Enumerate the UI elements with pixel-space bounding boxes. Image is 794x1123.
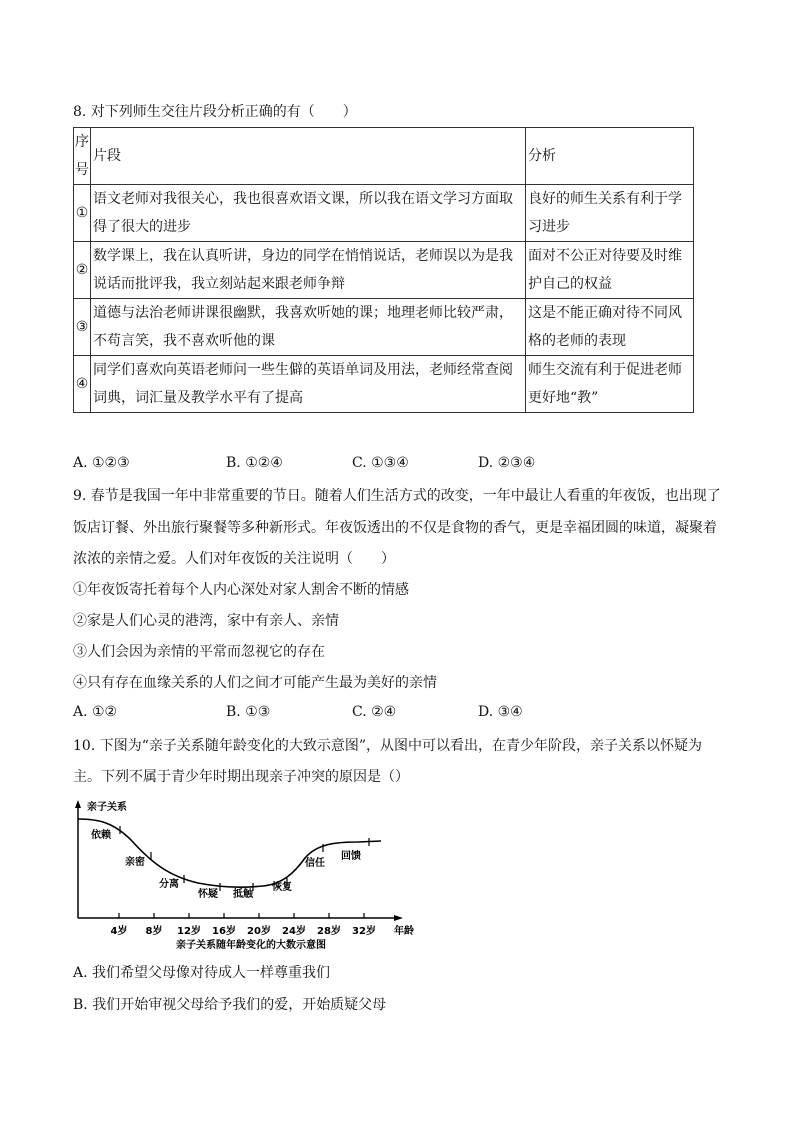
q9-statement-2: ②家是人们心灵的港湾，家中有亲人、亲情: [73, 613, 339, 629]
row-analysis: [526, 299, 694, 356]
stage-label: 信任: [305, 858, 325, 869]
header-number-top: 序: [75, 134, 89, 150]
chart-svg: [73, 800, 423, 960]
segment-line: 道德与法治老师讲课很幽默，我喜欢听她的课；地理老师比较严肃，: [93, 305, 513, 321]
q9-option-d[interactable]: D. ③④: [478, 704, 523, 720]
table-row: [74, 242, 694, 299]
row-segment: [91, 299, 526, 356]
q8-option-b[interactable]: B. ①②④: [226, 455, 283, 471]
stage-label: 依赖: [91, 830, 111, 841]
q8-option-a[interactable]: A. ①②③: [73, 455, 130, 471]
analysis-line: 面对不公正对待要及时维: [528, 248, 682, 264]
x-tick-label: 8岁: [145, 926, 163, 937]
segment-line: 语文老师对我很关心，我也很喜欢语文课，所以我在语文学习方面取: [93, 191, 513, 207]
x-tick-label: 12岁: [177, 926, 201, 937]
segment-line: 得了很大的进步: [93, 219, 191, 235]
analysis-line: 格的老师的表现: [528, 333, 626, 349]
header-number-bottom: 号: [75, 162, 89, 178]
row-number: ②: [74, 242, 91, 299]
q9-option-b[interactable]: B. ①③: [226, 704, 271, 720]
stage-label: 分离: [159, 879, 179, 890]
table-header-row: [74, 128, 694, 185]
q9-stem-line: 浓浓的亲情之爱。人们对年夜饭的关注说明（ ）: [73, 551, 395, 567]
analysis-line: 习进步: [528, 219, 570, 235]
q10-option-b[interactable]: B. 我们开始审视父母给予我们的爱，开始质疑父母: [73, 997, 387, 1013]
analysis-line: 更好地“教”: [528, 390, 599, 406]
q8-option-c[interactable]: C. ①③④: [352, 455, 409, 471]
analysis-line: 良好的师生关系有利于学: [528, 191, 682, 207]
x-axis-label: 年龄: [394, 926, 414, 937]
x-tick-label: 28岁: [317, 926, 341, 937]
y-axis-arrow: [75, 800, 81, 808]
table-row: [74, 356, 694, 413]
q9-statement-3: ③人们会因为亲情的平常而忽视它的存在: [73, 644, 325, 660]
row-analysis: [526, 185, 694, 242]
row-analysis: [526, 242, 694, 299]
x-tick-label: 20岁: [247, 926, 271, 937]
row-analysis: [526, 356, 694, 413]
segment-line: 不苟言笑，我不喜欢听他的课: [93, 333, 275, 349]
q8-options: [73, 455, 713, 475]
q9-options: [73, 704, 713, 724]
analysis-line: 师生交流有利于促进老师: [528, 362, 682, 378]
q9-option-a[interactable]: A. ①②: [73, 704, 118, 720]
stage-label: 抵触: [233, 889, 253, 900]
stage-label: 亲密: [125, 857, 145, 868]
segment-line: 数学课上，我在认真听讲，身边的同学在悄悄说话，老师误以为是我: [93, 248, 513, 264]
y-axis-label: 亲子关系: [87, 802, 127, 813]
stage-label: 怀疑: [198, 889, 218, 900]
row-segment: [91, 185, 526, 242]
x-tick-label: 32岁: [352, 926, 376, 937]
row-number: ①: [74, 185, 91, 242]
relationship-curve: [78, 819, 381, 887]
q9-statement-4: ④只有存在血缘关系的人们之间才可能产生最为美好的亲情: [73, 675, 437, 691]
analysis-line: 这是不能正确对待不同风: [528, 305, 682, 321]
chart-caption: 亲子关系随年龄变化的大数示意图: [176, 940, 326, 951]
row-number: ③: [74, 299, 91, 356]
q8-stem: 8. 对下列师生交往片段分析正确的有（ ）: [73, 104, 357, 120]
header-number: [74, 128, 91, 185]
stage-label: 恢复: [272, 882, 292, 893]
segment-line: 说话而批评我，我立刻站起来跟老师争辩: [93, 276, 345, 292]
q8-option-d[interactable]: D. ②③④: [478, 455, 536, 471]
row-number: ④: [74, 356, 91, 413]
row-segment: [91, 356, 526, 413]
analysis-line: 护自己的权益: [528, 276, 612, 292]
x-tick-label: 16岁: [212, 926, 236, 937]
q10-stem-line: 主。下列不属于青少年时期出现亲子冲突的原因是（）: [73, 769, 409, 785]
q9-option-c[interactable]: C. ②④: [352, 704, 397, 720]
x-axis-arrow: [394, 915, 403, 921]
q10-option-a[interactable]: A. 我们希望父母像对待成人一样尊重我们: [73, 965, 331, 981]
x-tick-label: 4岁: [110, 926, 128, 937]
row-segment: [91, 242, 526, 299]
header-analysis: 分析: [526, 128, 694, 185]
x-ticks: [111, 913, 376, 937]
segment-line: 同学们喜欢向英语老师问一些生僻的英语单词及用法，老师经常查阅: [93, 362, 513, 378]
header-segment: 片段: [91, 128, 526, 185]
q8-table: [73, 127, 694, 413]
q9-stem-line: 饭店订餐、外出旅行聚餐等多种新形式。年夜饭透出的不仅是食物的香气，更是幸福团圆的味道，凝聚着: [73, 520, 717, 536]
table-row: [74, 299, 694, 356]
table-row: [74, 185, 694, 242]
stage-labels: [90, 826, 369, 900]
x-tick-label: 24岁: [282, 926, 306, 937]
parent-child-chart: [73, 800, 423, 960]
segment-line: 词典，词汇量及教学水平有了提高: [93, 390, 303, 406]
stage-label: 回馈: [341, 851, 361, 862]
q10-stem-line: 10. 下图为“亲子关系随年龄变化的大致示意图”，从图中可以看出，在青少年阶段，亲子关系以怀疑为: [73, 738, 703, 754]
q9-statement-1: ①年夜饭寄托着每个人内心深处对家人割舍不断的情感: [73, 582, 409, 598]
q9-stem-line: 9. 春节是我国一年中非常重要的节日。随着人们生活方式的改变，一年中最让人看重的年夜饭，也出现了: [73, 488, 721, 504]
